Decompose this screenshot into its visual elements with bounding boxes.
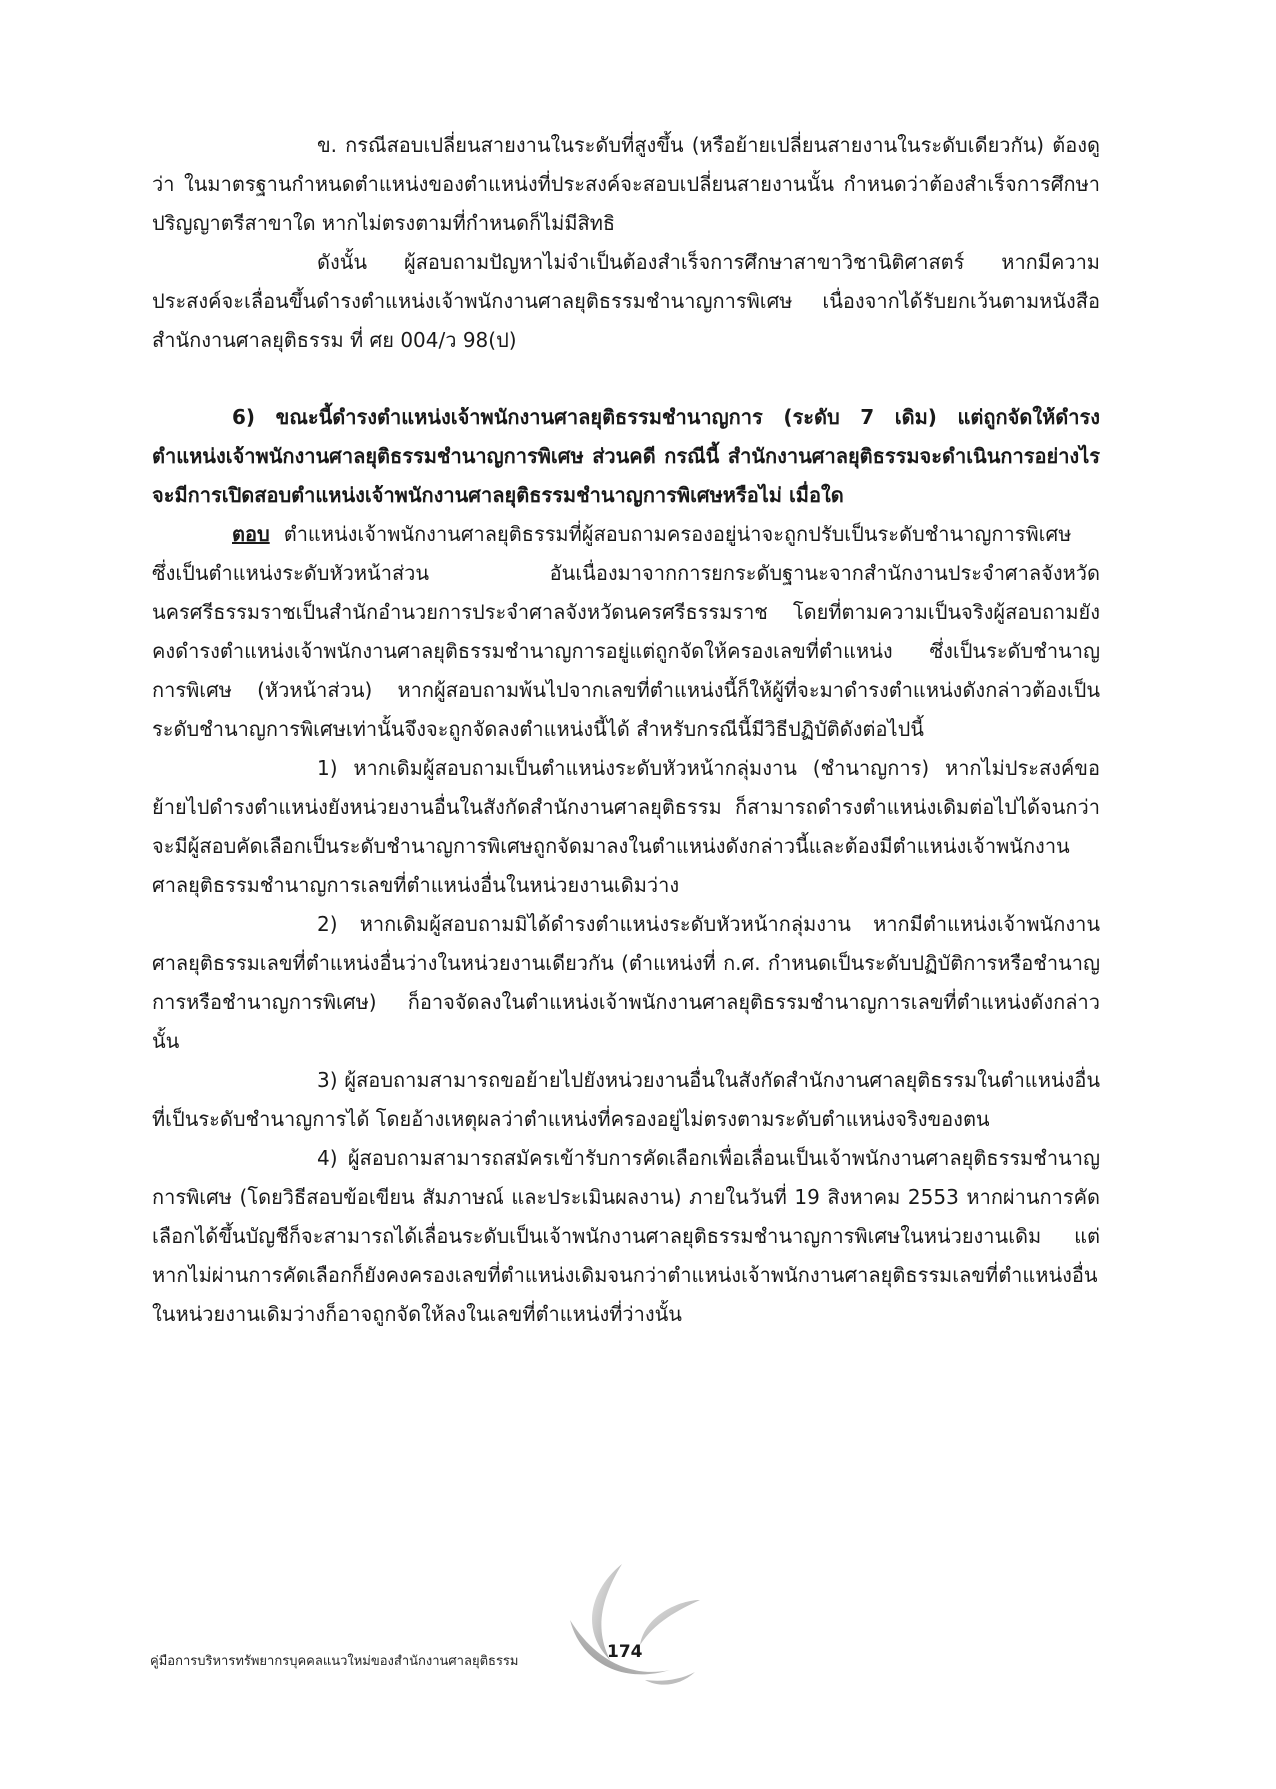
answer-item-1: 1) หากเดิมผู้สอบถามเป็นตำแหน่งระดับหัวหน้ากลุ่มงาน (ชำนาญการ) หากไม่ประสงค์ขอย้ายไปดำรงตำแหน่งยังหน่วยงานอื่นในสังกัดสำนักงานศาลยุติธรรม ก็สามารถดำรงตำแหน่งเดิมต่อไปได้จนกว่าจะมีผู้สอบคัดเลือกเป็นระดับชำนาญการพิเศษถูกจัดมาลงในตำแหน่งดังกล่าวนี้และต้องมีตำแหน่งเจ้าพนักงานศาลยุติธรรมชำนาญการเลขที่ตำแหน่งอื่นในหน่วยงานเดิมว่าง xyxy=(152,756,1100,897)
paragraph-conclusion: ดังนั้น ผู้สอบถามปัญหาไม่จำเป็นต้องสำเร็จการศึกษาสาขาวิชานิติศาสตร์ หากมีความประสงค์จะเลื่อนขึ้นดำรงตำแหน่งเจ้าพนักงานศาลยุติธรรมชำนาญการพิเศษ เนื่องจากได้รับยกเว้นตามหนังสือสำนักงานศาลยุติธรรม ที่ ศย 004/ว 98(ป) xyxy=(152,250,1100,352)
footer-manual-title: คู่มือการบริหารทรัพยากรบุคคลแนวใหม่ของสำนักงานศาลยุติธรรม xyxy=(150,1654,519,1669)
answer-label: ตอบ xyxy=(232,522,270,546)
answer-item-3: 3) ผู้สอบถามสามารถขอย้ายไปยังหน่วยงานอื่นในสังกัดสำนักงานศาลยุติธรรมในตำแหน่งอื่นที่เป็นระดับชำนาญการได้ โดยอ้างเหตุผลว่าตำแหน่งที่ครองอยู่ไม่ตรงตามระดับตำแหน่งจริงของตน xyxy=(152,1068,1100,1131)
answer-item-4: 4) ผู้สอบถามสามารถสมัครเข้ารับการคัดเลือกเพื่อเลื่อนเป็นเจ้าพนักงานศาลยุติธรรมชำนาญการพิเศษ (โดยวิธีสอบข้อเขียน สัมภาษณ์ และประเมินผลงาน) ภายในวันที่ 19 สิงหาคม 2553 หากผ่านการคัดเลือกได้ขึ้นบัญชีก็จะสามารถได้เลื่อนระดับเป็นเจ้าพนักงานศาลยุติธรรมชำนาญการพิเศษในหน่วยงานเดิม แต่หากไม่ผ่านการคัดเลือกก็ยังคงครองเลขที่ตำแหน่งเดิมจนกว่าตำแหน่งเจ้าพนักงานศาลยุติธรรมเลขที่ตำแหน่งอื่นในหน่วยงานเดิมว่างก็อาจถูกจัดให้ลงในเลขที่ตำแหน่งที่ว่างนั้น xyxy=(152,1146,1100,1326)
answer-paragraph xyxy=(152,515,1100,749)
swirl-logo-icon xyxy=(550,1560,710,1700)
page-number: 174 xyxy=(607,1642,643,1662)
answer-text: ตำแหน่งเจ้าพนักงานศาลยุติธรรมที่ผู้สอบถามครองอยู่น่าจะถูกปรับเป็นระดับชำนาญการพิเศษ ซึ่งเป็นตำแหน่งระดับหัวหน้าส่วน อันเนื่องมาจากการยกระดับฐานะจากสำนักงานประจำศาลจังหวัดนครศรีธรรมราชเป็นสำนักอำนวยการประจำศาลจังหวัดนครศรีธรรมราช โดยที่ตามความเป็นจริงผู้สอบถามยังคงดำรงตำแหน่งเจ้าพนักงานศาลยุติธรรมชำนาญการอยู่แต่ถูกจัดให้ครองเลขที่ตำแหน่ง ซึ่งเป็นระดับชำนาญการพิเศษ (หัวหน้าส่วน) หากผู้สอบถามพ้นไปจากเลขที่ตำแหน่งนี้ก็ให้ผู้ที่จะมาดำรงตำแหน่งดังกล่าวต้องเป็นระดับชำนาญการพิเศษเท่านั้นจึงจะถูกจัดลงตำแหน่งนี้ได้ สำหรับกรณีนี้มีวิธีปฏิบัติดังต่อไปนี้ xyxy=(152,522,1100,741)
answer-item-2: 2) หากเดิมผู้สอบถามมิได้ดำรงตำแหน่งระดับหัวหน้ากลุ่มงาน หากมีตำแหน่งเจ้าพนักงานศาลยุติธรรมเลขที่ตำแหน่งอื่นว่างในหน่วยงานเดียวกัน (ตำแหน่งที่ ก.ศ. กำหนดเป็นระดับปฏิบัติการหรือชำนาญการหรือชำนาญการพิเศษ) ก็อาจจัดลงในตำแหน่งเจ้าพนักงานศาลยุติธรรมชำนาญการเลขที่ตำแหน่งดังกล่าวนั้น xyxy=(152,912,1100,1053)
question-6: 6) ขณะนี้ดำรงตำแหน่งเจ้าพนักงานศาลยุติธรรมชำนาญการ (ระดับ 7 เดิม) แต่ถูกจัดให้ดำรงตำแหน่งเจ้าพนักงานศาลยุติธรรมชำนาญการพิเศษ ส่วนคดี กรณีนี้ สำนักงานศาลยุติธรรมจะดำเนินการอย่างไร จะมีการเปิดสอบตำแหน่งเจ้าพนักงานศาลยุติธรรมชำนาญการพิเศษหรือไม่ เมื่อใด xyxy=(152,405,1100,507)
paragraph-case-b: ข. กรณีสอบเปลี่ยนสายงานในระดับที่สูงขึ้น (หรือย้ายเปลี่ยนสายงานในระดับเดียวกัน) ต้องดูว่า ในมาตรฐานกำหนดตำแหน่งของตำแหน่งที่ประสงค์จะสอบเปลี่ยนสายงานนั้น กำหนดว่าต้องสำเร็จการศึกษาปริญญาตรีสาขาใด หากไม่ตรงตามที่กำหนดก็ไม่มีสิทธิ xyxy=(152,133,1100,235)
section-gap xyxy=(152,360,1100,398)
document-body xyxy=(152,126,1100,1334)
page-footer xyxy=(0,1560,1276,1789)
